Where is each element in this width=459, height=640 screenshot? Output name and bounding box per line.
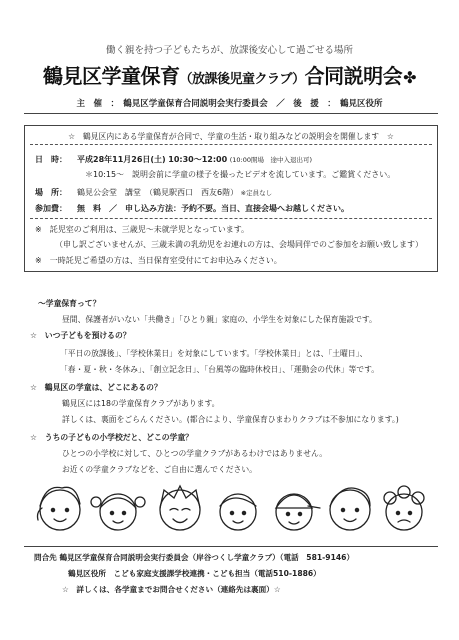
contact-row <box>34 552 354 563</box>
title-main: 鶴見区学童保育 <box>42 64 180 88</box>
note-childcare-age: ※ 託児室のご利用は、三歳児～未就学児となっています。 <box>35 225 250 234</box>
note-infants: （申し訳ございませんが、三歳未満の乳幼児をお連れの方は、会場同伴でのご参加をお願い致します） <box>55 240 423 249</box>
place-label: 場 所： <box>35 188 67 197</box>
divider-top <box>24 113 438 114</box>
qa-answer-2a: 「平日の放課後」、「学校休業日」を対象にしています。「学校休業日」とは、「土曜日」、 <box>60 349 368 358</box>
note-childcare-signup: ※ 一時託児ご希望の方は、当日保育室受付にてお申込みください。 <box>35 256 282 265</box>
clover-icon: ✤ <box>403 68 417 87</box>
qa-answer-4a: ひとつの小学校に対して、ひとつの学童クラブがあるわけではありません。 <box>62 449 328 458</box>
child-face-6 <box>330 488 370 530</box>
info-divider <box>30 144 432 145</box>
contact-value: 鶴見区学童保育合同説明会実行委員会（岸谷つくし学童クラブ）（電話 581-9146） <box>59 553 355 562</box>
qa-question-2: ☆ いつ子どもを預けるの？ <box>30 331 131 340</box>
place-note: ※定員なし <box>240 189 273 197</box>
qa-answer-1: 昼間、保護者がいない「共働き」「ひとり親」家庭の、小学生を対象にした保育施設です。 <box>62 315 377 324</box>
divider-bottom <box>24 546 438 547</box>
qa-question-4: ☆ うちの子どもの小学校だと、どこの学童？ <box>30 433 193 442</box>
date-main: 平成28年11月26日(土) <box>77 155 166 164</box>
child-face-7 <box>384 486 424 530</box>
children-illustration <box>20 462 440 546</box>
qa-question-3: ☆ 鶴見区の学童は、どこにあるの？ <box>30 383 162 392</box>
date-row <box>35 154 312 165</box>
child-face-3 <box>160 486 200 530</box>
date-time: 10:30～12:00 <box>168 155 228 164</box>
child-face-1 <box>38 487 81 530</box>
tagline: 働く親を持つ子どもたちが、放課後安心して過ごせる場所 <box>105 45 353 56</box>
title-paren: （放課後児童クラブ） <box>179 72 305 87</box>
place-row <box>35 187 272 198</box>
video-note: ＊10:15～ 説明会前に学童の様子を撮ったビデオを流しています。ご鑑賞ください。 <box>85 170 396 179</box>
date-label: 日 時： <box>35 155 67 164</box>
info-box <box>24 125 438 272</box>
qa-answer-4b: お近くの学童クラブなどを、ご自由に選んでください。 <box>62 465 257 474</box>
child-face-4 <box>220 494 256 530</box>
child-face-2 <box>91 494 145 530</box>
contact-label: 問合先 <box>34 553 57 562</box>
fee-row <box>35 203 349 214</box>
fee-label: 参加費： <box>35 204 67 213</box>
place-value: 鶴見公会堂 講堂 （鶴見駅西口 西友6階） <box>77 188 239 197</box>
qa-answer-2b: 「春・夏・秋・冬休み」、「創立記念日」、「台風等の臨時休校日」、「運動会の代休」等です。 <box>60 365 380 374</box>
qa-question-1: ～学童保育って？ <box>38 299 101 308</box>
qa-answer-3b: 詳しくは、裏面をごらんください。(都合により、学童保育ひまわりクラブは不参加になります。) <box>62 415 399 424</box>
fee-value: 無 料 ／ 申し込み方法：予約不要。当日、直接会場へお越しください。 <box>77 204 349 213</box>
date-note: (10:00開場 途中入退出可) <box>229 156 313 164</box>
more-info-row: ☆ 詳しくは、各学童までお問合せください（連絡先は裏面）☆ <box>62 585 281 594</box>
title-end: 合同説明会 <box>304 64 403 88</box>
ward-office-row: 鶴見区役所 こども家庭支援課学校連携・こども担当（電話510-1886） <box>68 569 321 578</box>
organizer-line: 主 催 ： 鶴見区学童保育合同説明会実行委員会 ／ 後 援 ： 鶴見区役所 <box>76 99 383 109</box>
child-face-5-cap <box>276 494 320 530</box>
event-title <box>0 60 459 89</box>
notes-divider <box>30 218 432 219</box>
qa-answer-3a: 鶴見区には18の学童保育クラブがあります。 <box>62 399 220 408</box>
info-headline: ☆ 鶴見区内にある学童保育が合同で、学童の生活・取り組みなどの説明会を開催します ☆ <box>68 132 394 141</box>
